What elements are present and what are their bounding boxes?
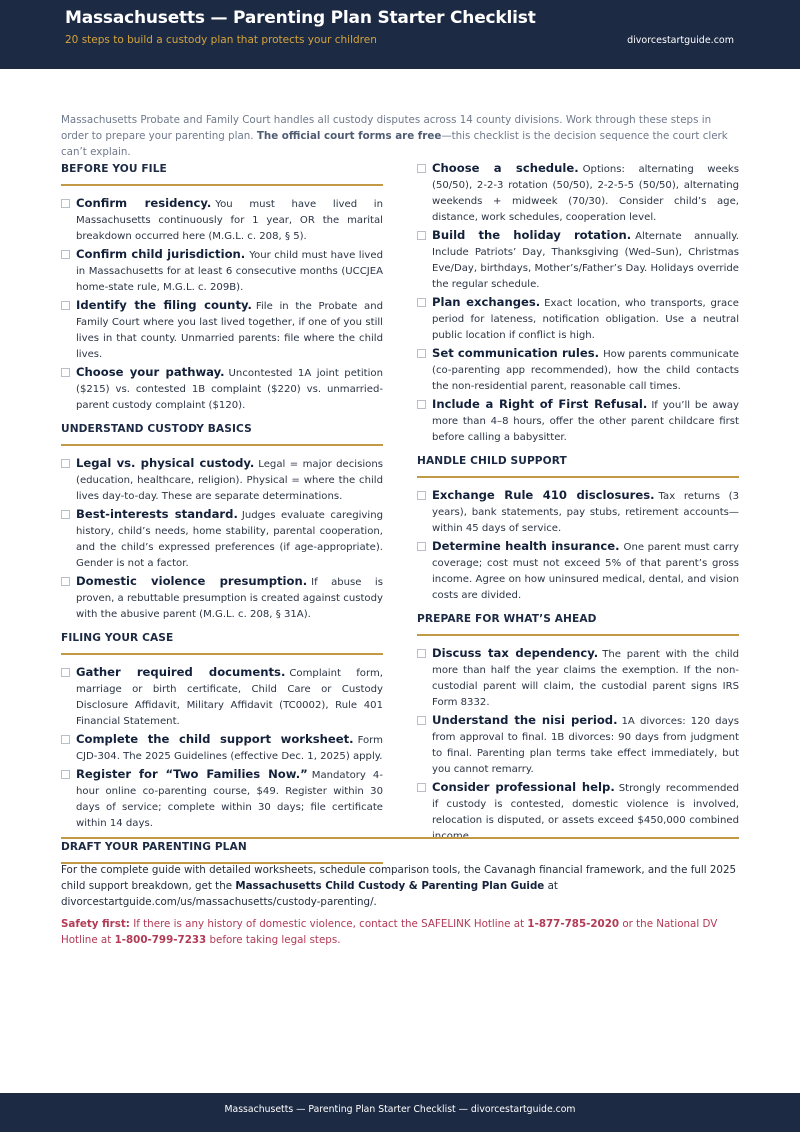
item-lead: Identify the filing county. bbox=[76, 298, 252, 312]
item-text: Complaint form, marriage or birth certificate, Child Care or Custody Disclosure Affidavit, Military Affidavit (TC0002), Rule 401 Financial Statement. bbox=[76, 668, 383, 727]
item-text: File in the Probate and Family Court where you last lived together, if one of you still lives in that county. Unmarried parents: file where the child lives. bbox=[76, 301, 383, 360]
checkbox[interactable] bbox=[61, 770, 70, 779]
item-lead: Set communication rules. bbox=[432, 346, 600, 360]
checklist-item bbox=[61, 664, 383, 730]
section-draft-plan-heading bbox=[61, 838, 383, 864]
item-lead: Determine health insurance. bbox=[432, 539, 620, 553]
checkbox[interactable] bbox=[61, 368, 70, 377]
checkbox[interactable] bbox=[61, 250, 70, 259]
item-text: If you’ll be away more than 4–8 hours, offer the other parent childcare first before calling a babysitter. bbox=[432, 400, 739, 443]
page-title: Massachusetts — Parenting Plan Starter Checklist bbox=[65, 8, 536, 28]
checklist-item bbox=[61, 364, 383, 414]
item-lead: Complete the child support worksheet. bbox=[76, 732, 354, 746]
page-header bbox=[0, 0, 800, 69]
item-lead: Consider professional help. bbox=[432, 780, 615, 794]
page-subtitle: 20 steps to build a custody plan that protects your children bbox=[65, 34, 377, 46]
checklist-item bbox=[417, 487, 739, 537]
item-text: Strongly recommended if custody is contested, domestic violence is involved, relocation is disputed, or assets exceed $450,000 combined bbox=[432, 783, 740, 826]
safety-text-2: or the National DV Hotline at bbox=[61, 918, 718, 946]
guide-post: at divorcestartguide.com/us/massachusetts/custody-parenting/. bbox=[61, 880, 558, 908]
section-heading: FILING YOUR CASE bbox=[61, 629, 383, 655]
item-text: The parent with the child more than half the year claims the exemption. If the non-custodial parent will claim, the custodial parent signs IRS Form 8332. bbox=[432, 649, 740, 708]
safelink-phone: 1-877-785-2020 bbox=[527, 918, 620, 930]
intro-tail: —this checklist is the decision sequence the court clerk can’t explain. bbox=[61, 130, 728, 158]
checklist-items bbox=[61, 195, 383, 414]
item-lead: Domestic violence presumption. bbox=[76, 574, 308, 588]
checkbox[interactable] bbox=[417, 783, 426, 792]
guide-title: Massachusetts Child Custody & Parenting Plan Guide bbox=[235, 880, 545, 892]
item-lead: Include a Right of First Refusal. bbox=[432, 397, 648, 411]
checklist-items bbox=[417, 160, 739, 446]
checklist-item bbox=[61, 573, 383, 623]
intro-bold: The official court forms are free bbox=[256, 130, 442, 142]
section-custody-basics bbox=[61, 420, 383, 623]
checklist-item bbox=[417, 345, 739, 395]
safety-text-3: before taking legal steps. bbox=[206, 934, 341, 946]
item-lead: Legal vs. physical custody. bbox=[76, 456, 255, 470]
item-lead: Gather required documents. bbox=[76, 665, 286, 679]
section-heading: PREPARE FOR WHAT’S AHEAD bbox=[417, 610, 739, 636]
checklist-item bbox=[417, 396, 739, 446]
checklist-item bbox=[61, 246, 383, 296]
checkbox[interactable] bbox=[417, 542, 426, 551]
checkbox[interactable] bbox=[417, 716, 426, 725]
checklist-item bbox=[417, 645, 739, 711]
checklist-item bbox=[61, 506, 383, 572]
item-text: Your child must have lived in Massachusetts for at least 6 consecutive months (UCCJEA home-state rule, M.G.L. c. 209B). bbox=[76, 250, 384, 293]
item-lead: Choose your pathway. bbox=[76, 365, 225, 379]
checkbox[interactable] bbox=[61, 735, 70, 744]
item-text: How parents communicate (co-parenting app recommended), how the child contacts the non-residential parent, reasonable call times. bbox=[432, 349, 739, 392]
checklist-item bbox=[417, 160, 739, 226]
item-text: Uncontested 1A joint petition ($215) vs. contested 1B complaint ($220) vs. unmarried-parent custody complaint ($120). bbox=[76, 368, 384, 411]
guide-paragraph bbox=[61, 862, 741, 910]
item-text: 1A divorces: 120 days from approval to final. 1B divorces: 90 days from judgment to final. Parenting plan terms take effect immediately, but you cannot remarry. bbox=[432, 716, 739, 775]
checkbox[interactable] bbox=[417, 349, 426, 358]
item-text: One parent must carry coverage; cost must not exceed 5% of that parent’s gross income. Agree on how uninsured medical, dental, and vision costs are divided. bbox=[432, 542, 739, 601]
item-lead: Understand the nisi period. bbox=[432, 713, 618, 727]
section-draft-plan bbox=[417, 160, 739, 446]
checkbox[interactable] bbox=[417, 164, 426, 173]
item-text: Form CJD-304. The 2025 Guidelines (effective Dec. 1, 2025) apply. bbox=[76, 735, 383, 762]
checklist-item bbox=[417, 227, 739, 293]
checkbox[interactable] bbox=[61, 199, 70, 208]
checklist-item bbox=[61, 297, 383, 363]
checkbox[interactable] bbox=[417, 491, 426, 500]
item-lead: Best-interests standard. bbox=[76, 507, 238, 521]
item-text: Options: alternating weeks (50/50), 2-2-3 rotation (50/50), 2-2-5-5 (50/50), alternating weekends + midweek (70/30). Consider child’s age, distance, work schedules, cooperation level. bbox=[432, 164, 739, 223]
safety-text-1: If there is any history of domestic violence, contact the SAFELINK Hotline at bbox=[129, 918, 528, 930]
left-column bbox=[61, 160, 383, 873]
item-text: Legal = major decisions (education, healthcare, religion). Physical = where the child lives day-to-day. These are separate determinations. bbox=[76, 459, 383, 502]
item-text: Mandatory 4-hour online co-parenting course, $49. Register within 30 days of service; complete within 30 days; file certificate within 14 days. bbox=[76, 770, 383, 829]
right-column bbox=[417, 160, 739, 851]
dv-hotline-phone: 1-800-799-7233 bbox=[114, 934, 207, 946]
checklist-item bbox=[61, 455, 383, 505]
item-lead: Build the holiday rotation. bbox=[432, 228, 632, 242]
footer-text: Massachusetts — Parenting Plan Starter Checklist — divorcestartguide.com bbox=[224, 1104, 576, 1115]
item-text: If abuse is proven, a rebuttable presumption is created against custody with the abusive parent (M.G.L. c. 208, § 31A). bbox=[76, 577, 383, 620]
item-lead: Discuss tax dependency. bbox=[432, 646, 599, 660]
section-before-you-file bbox=[61, 160, 383, 414]
section-filing-your-case bbox=[61, 629, 383, 832]
section-child-support bbox=[417, 452, 739, 604]
checkbox[interactable] bbox=[417, 400, 426, 409]
checklist-item bbox=[417, 538, 739, 604]
checkbox[interactable] bbox=[417, 298, 426, 307]
checklist-item bbox=[417, 294, 739, 344]
intro-paragraph bbox=[61, 112, 741, 160]
item-text: You must have lived in Massachusetts continuously for 1 year, OR the marital breakdown occurred here (M.G.L. c. 208, § 5). bbox=[76, 199, 383, 242]
item-text: Judges evaluate caregiving history, child’s needs, home stability, parental cooperation, and the child’s expressed preferences (if age-appropriate). Gender is not a factor. bbox=[76, 510, 383, 569]
item-text: Alternate annually. Include Patriots’ Day, Thanksgiving (Wed–Sun), Christmas Eve/Day, birthdays, Mother’s/Father’s Day. Holidays override the regular schedule. bbox=[432, 231, 739, 290]
checklist-item bbox=[61, 731, 383, 765]
checklist-items bbox=[61, 664, 383, 832]
checklist-item bbox=[417, 712, 739, 778]
site-name: divorcestartguide.com bbox=[627, 35, 734, 46]
item-lead: Plan exchanges. bbox=[432, 295, 541, 309]
section-heading: HANDLE CHILD SUPPORT bbox=[417, 452, 739, 478]
item-lead: Exchange Rule 410 disclosures. bbox=[432, 488, 655, 502]
intro-text: Massachusetts Probate and Family Court handles all custody disputes across 14 county divisions. Work through these steps in order to prepare your parenting plan. bbox=[61, 114, 712, 142]
checkbox[interactable] bbox=[61, 510, 70, 519]
item-text: Tax returns (3 years), bank statements, pay stubs, retirement accounts—within 45 days of service. bbox=[432, 491, 739, 534]
checklist-item bbox=[417, 779, 739, 845]
checkbox[interactable] bbox=[417, 649, 426, 658]
checkbox[interactable] bbox=[61, 459, 70, 468]
checkbox[interactable] bbox=[61, 577, 70, 586]
section-heading: UNDERSTAND CUSTODY BASICS bbox=[61, 420, 383, 446]
page-footer bbox=[0, 1093, 800, 1132]
checklist-items bbox=[61, 455, 383, 623]
section-heading: BEFORE YOU FILE bbox=[61, 160, 383, 186]
checkbox[interactable] bbox=[61, 301, 70, 310]
item-lead: Register for “Two Families Now.” bbox=[76, 767, 308, 781]
item-lead: Confirm residency. bbox=[76, 196, 212, 210]
safety-label: Safety first: bbox=[61, 918, 130, 930]
section-whats-ahead bbox=[417, 610, 739, 845]
item-lead: Confirm child jurisdiction. bbox=[76, 247, 246, 261]
divider bbox=[61, 837, 739, 839]
checkbox[interactable] bbox=[417, 231, 426, 240]
item-text: Exact location, who transports, grace period for lateness, notification obligation. Use a neutral public location if conflict is high. bbox=[432, 298, 739, 341]
checklist-item bbox=[61, 195, 383, 245]
checkbox[interactable] bbox=[61, 668, 70, 677]
checklist-item bbox=[61, 766, 383, 832]
safety-notice bbox=[61, 916, 741, 948]
guide-pre: For the complete guide with detailed worksheets, schedule comparison tools, the Cavanagh financial framework, and the full 2025 child support breakdown, get the bbox=[61, 864, 737, 892]
checklist-items bbox=[417, 645, 739, 845]
item-lead: Choose a schedule. bbox=[432, 161, 579, 175]
checklist-items bbox=[417, 487, 739, 604]
section-heading: DRAFT YOUR PARENTING PLAN bbox=[61, 838, 383, 864]
